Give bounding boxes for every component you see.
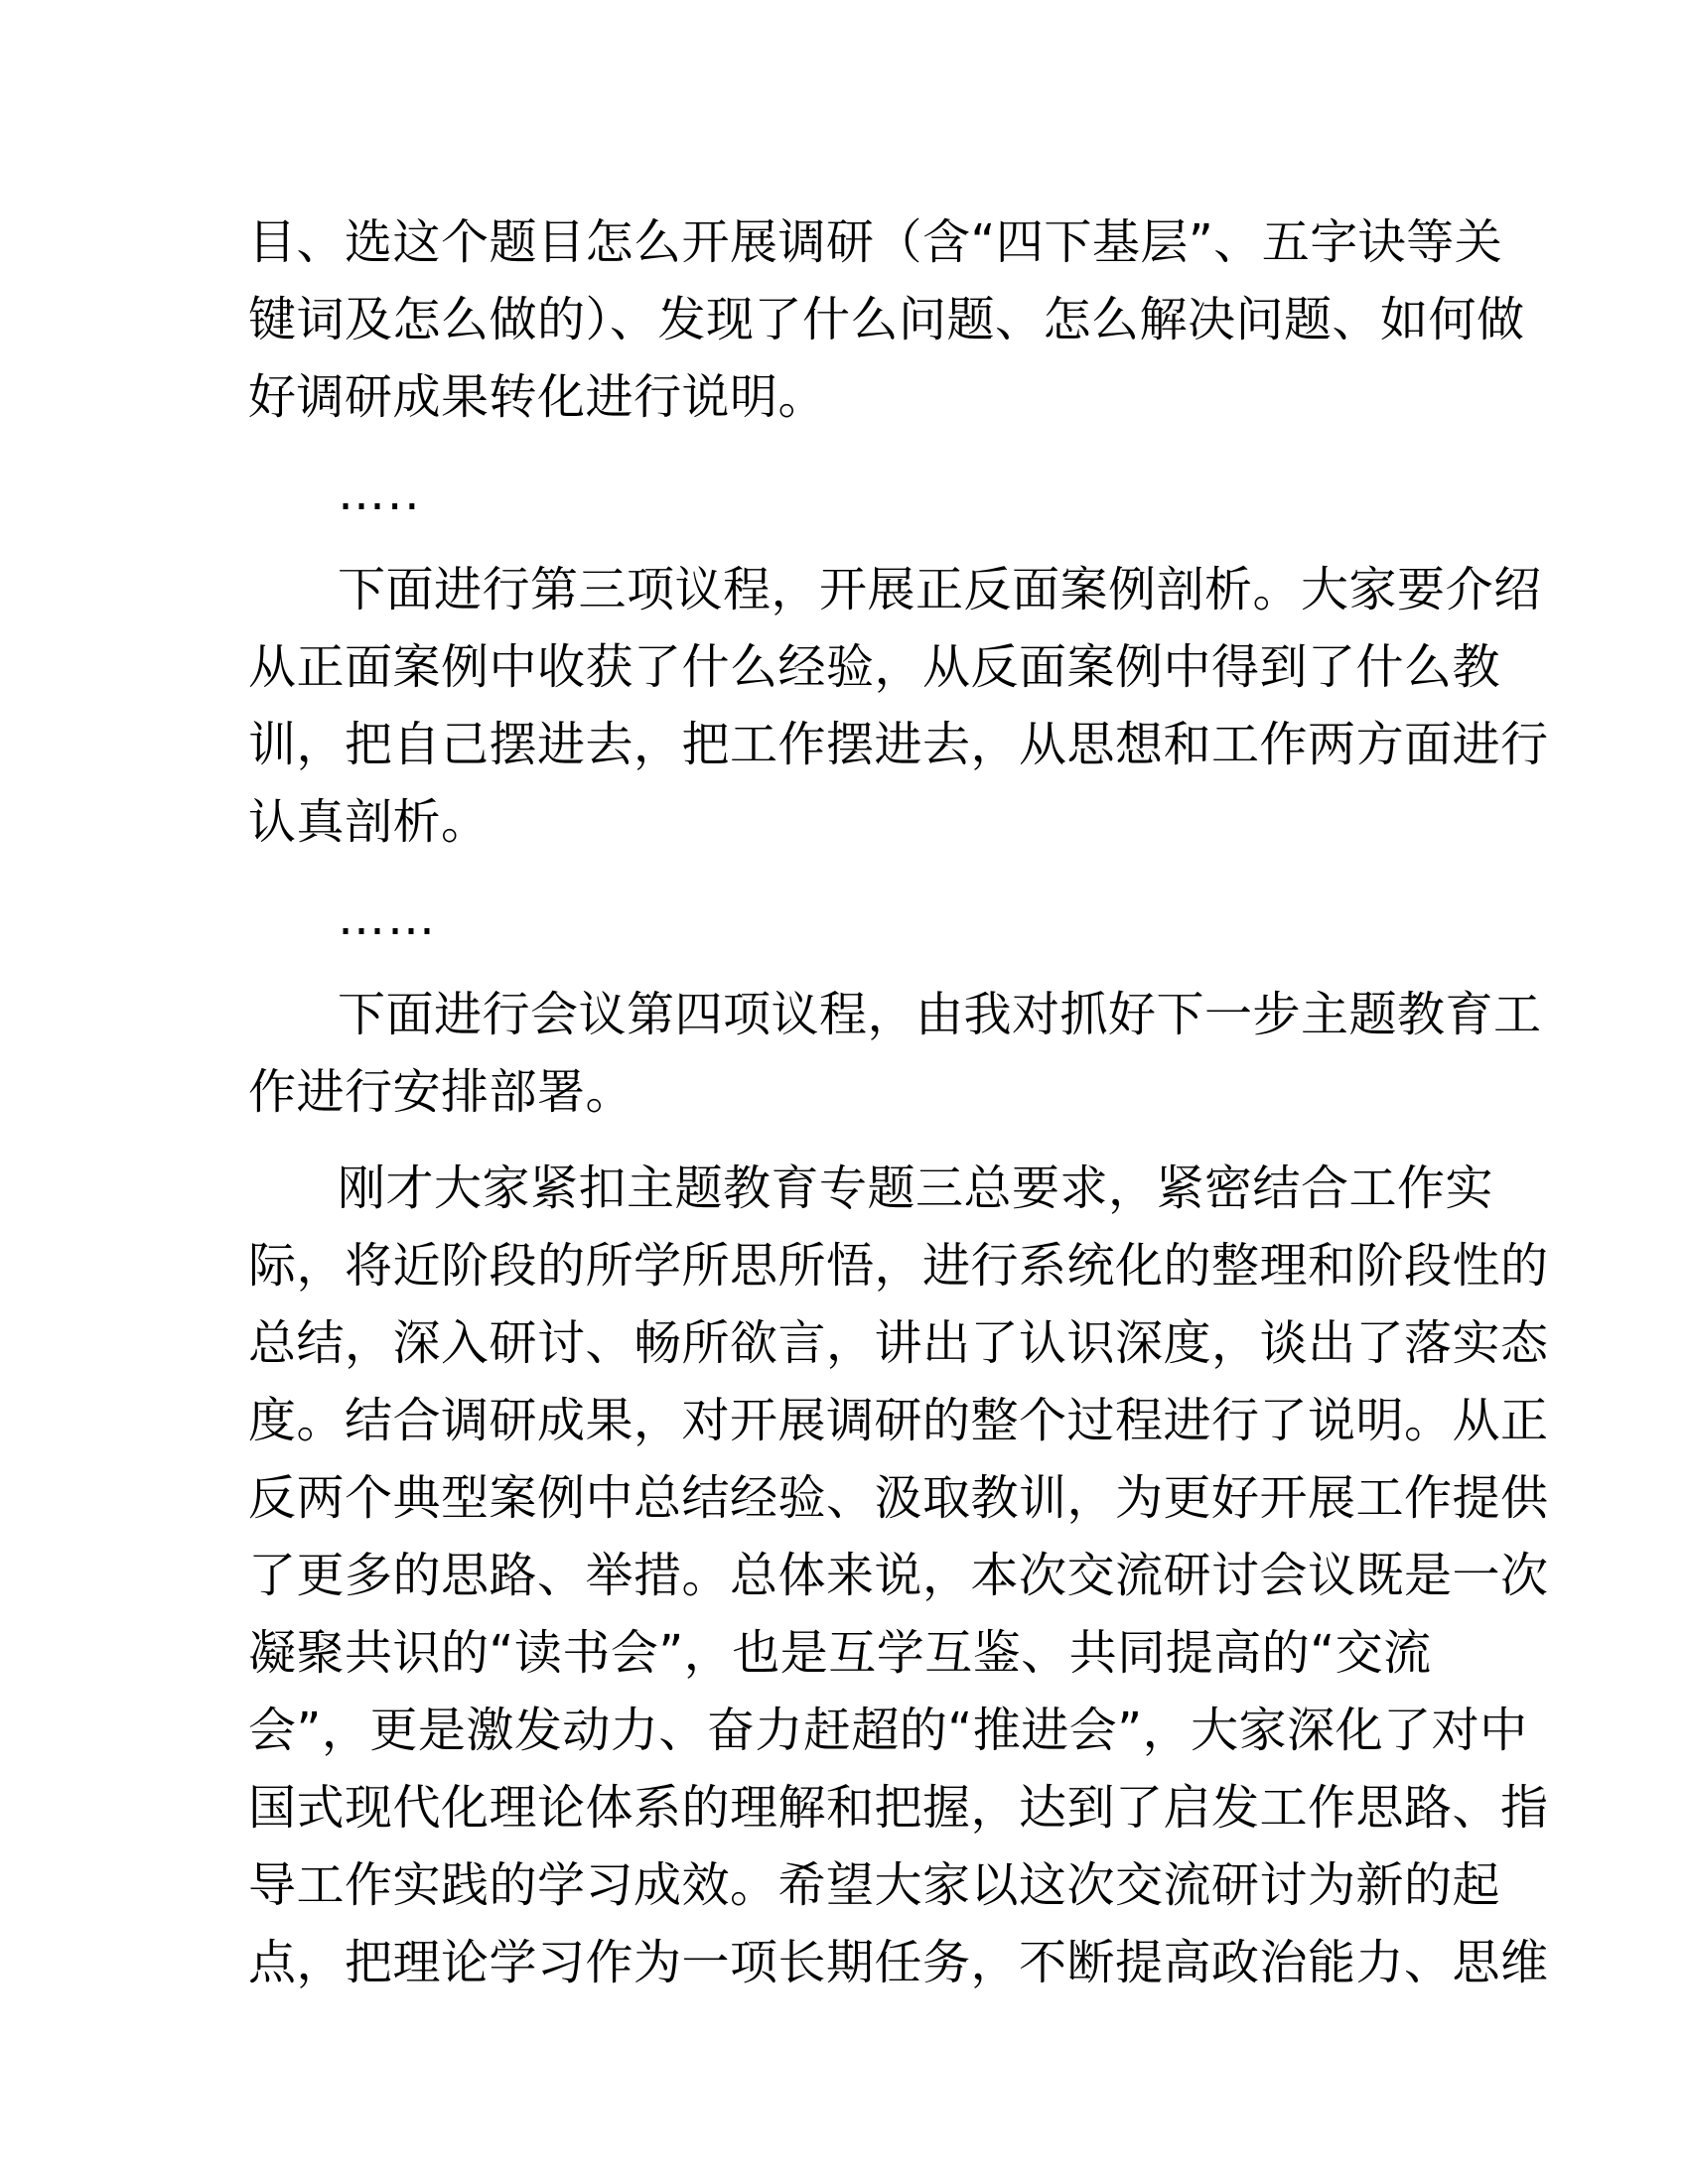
text-line: 目、选这个题目怎么开展调研（含“四下基层”、五字诀等关 [248,214,1503,270]
text-line: 度。结合调研成果，对开展调研的整个过程进行了说明。从正 [248,1393,1549,1448]
text-line: 下面进行会议第四项议程，由我对抓好下一步主题教育工 [338,987,1542,1042]
text-line: 会”，更是激发动力、奋力赶超的“推进会”，大家深化了对中 [248,1703,1528,1758]
text-line: 作进行安排部署。 [248,1064,634,1120]
text-line: 训，把自己摆进去，把工作摆进去，从思想和工作两方面进行 [248,717,1549,772]
text-line: 键词及怎么做的）、发现了什么问题、怎么解决问题、如何做 [248,292,1525,347]
text-line: 刚才大家紧扣主题教育专题三总要求，紧密结合工作实 [338,1160,1494,1216]
text-line: 从正面案例中收获了什么经验，从反面案例中得到了什么教 [248,639,1501,695]
text-line: 总结，深入研讨、畅所欲言，讲出了认识深度，谈出了落实态 [248,1315,1549,1371]
text-line: 点，把理论学习作为一项长期任务，不断提高政治能力、思维 [248,1935,1549,1990]
text-line: 国式现代化理论体系的理解和把握，达到了启发工作思路、指 [248,1780,1549,1836]
text-line: 好调研成果转化进行说明。 [248,369,827,425]
text-line: 认真剖析。 [248,794,490,850]
text-line: 导工作实践的学习成效。希望大家以这次交流研讨为新的起 [248,1857,1501,1913]
text-line: 下面进行第三项议程，开展正反面案例剖析。大家要介绍 [338,562,1542,617]
ellipsis: …… [338,890,437,946]
text-line: 际，将近阶段的所学所思所悟，进行系统化的整理和阶段性的 [248,1238,1549,1294]
text-line: 凝聚共识的“读书会”，也是互学互鉴、共同提高的“交流 [248,1625,1432,1681]
ellipsis: ….. [338,466,422,521]
text-line: 反两个典型案例中总结经验、汲取教训，为更好开展工作提供 [248,1470,1549,1526]
text-line: 了更多的思路、举措。总体来说，本次交流研讨会议既是一次 [248,1548,1549,1603]
